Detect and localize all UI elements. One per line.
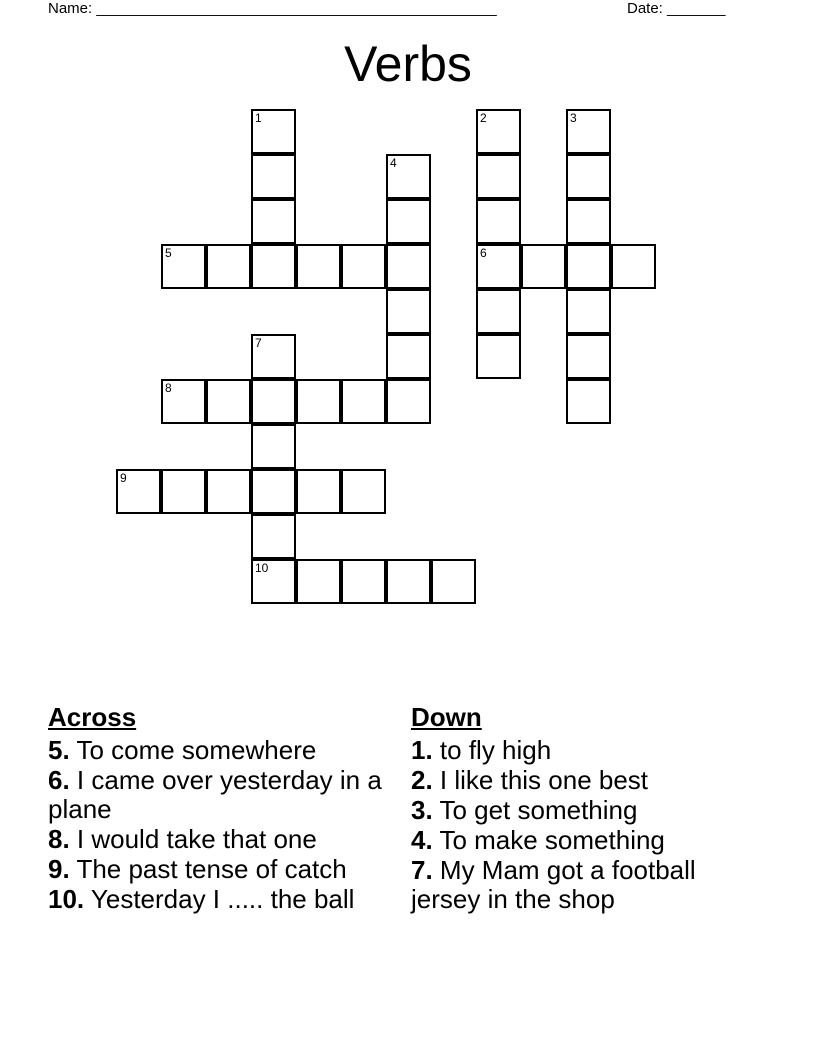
clue-number: 7. [411, 855, 433, 885]
clue-text: Yesterday I ..... the ball [84, 884, 355, 914]
clue-number-label: 9 [120, 471, 127, 485]
clue-number: 4. [411, 825, 433, 855]
grid-cell[interactable] [476, 199, 521, 244]
down-clues [411, 702, 756, 915]
clue-item [411, 766, 756, 795]
grid-cell[interactable] [251, 109, 296, 154]
grid-cell[interactable] [341, 559, 386, 604]
grid-cell[interactable] [386, 199, 431, 244]
grid-cell[interactable] [161, 379, 206, 424]
clue-number-label: 5 [165, 246, 172, 260]
grid-cell[interactable] [476, 109, 521, 154]
grid-cell[interactable] [431, 559, 476, 604]
clue-number-label: 4 [390, 156, 397, 170]
clue-text: to fly high [432, 735, 552, 765]
grid-cell[interactable] [476, 334, 521, 379]
clue-number: 3. [411, 795, 433, 825]
clue-item [48, 736, 393, 765]
clue-text: My Mam got a football jersey in the shop [411, 855, 696, 914]
clue-number-label: 1 [255, 111, 262, 125]
grid-cell[interactable] [566, 109, 611, 154]
grid-cell[interactable] [251, 334, 296, 379]
grid-cell[interactable] [251, 199, 296, 244]
grid-cell[interactable] [341, 244, 386, 289]
grid-cell[interactable] [386, 154, 431, 199]
clue-number: 10. [48, 884, 85, 914]
grid-cell[interactable] [251, 424, 296, 469]
clue-text: I came over yesterday in a plane [48, 765, 382, 824]
grid-cell[interactable] [296, 379, 341, 424]
grid-cell[interactable] [116, 469, 161, 514]
clue-number-label: 8 [165, 381, 172, 395]
grid-cell[interactable] [206, 379, 251, 424]
clue-number: 9. [48, 854, 70, 884]
clue-number: 5. [48, 735, 70, 765]
clue-item [48, 885, 393, 914]
grid-cell[interactable] [386, 559, 431, 604]
clue-text: To make something [432, 825, 665, 855]
clue-number-label: 7 [255, 336, 262, 350]
clue-number-label: 2 [480, 111, 487, 125]
grid-cell[interactable] [251, 379, 296, 424]
grid-cell[interactable] [476, 289, 521, 334]
grid-cell[interactable] [566, 199, 611, 244]
grid-cell[interactable] [566, 334, 611, 379]
clue-number: 8. [48, 824, 70, 854]
clue-number: 1. [411, 735, 433, 765]
grid-cell[interactable] [341, 469, 386, 514]
grid-cell[interactable] [251, 469, 296, 514]
clue-item [411, 736, 756, 765]
clue-item [411, 856, 756, 914]
grid-cell[interactable] [251, 244, 296, 289]
grid-cell[interactable] [566, 379, 611, 424]
grid-cell[interactable] [341, 379, 386, 424]
grid-cell[interactable] [386, 334, 431, 379]
grid-cell[interactable] [296, 559, 341, 604]
grid-cell[interactable] [566, 244, 611, 289]
clue-text: To come somewhere [69, 735, 317, 765]
grid-cell[interactable] [161, 469, 206, 514]
grid-cell[interactable] [386, 244, 431, 289]
page-title: Verbs [344, 36, 472, 92]
grid-cell[interactable] [206, 469, 251, 514]
name-field[interactable]: Name: ________________________________________________ [48, 0, 497, 17]
clue-number-label: 6 [480, 246, 487, 260]
grid-cell[interactable] [476, 154, 521, 199]
grid-cell[interactable] [476, 244, 521, 289]
across-clue-list [48, 736, 393, 914]
clue-item [411, 796, 756, 825]
grid-cell[interactable] [296, 469, 341, 514]
date-field[interactable]: Date: _______ [627, 0, 726, 17]
grid-cell[interactable] [611, 244, 656, 289]
clue-text: The past tense of catch [69, 854, 347, 884]
clue-number-label: 3 [570, 111, 577, 125]
clue-number-label: 10 [255, 561, 269, 575]
clue-text: To get something [432, 795, 638, 825]
clue-item [411, 826, 756, 855]
clue-item [48, 825, 393, 854]
down-heading: Down [411, 702, 482, 732]
grid-cell[interactable] [251, 154, 296, 199]
grid-cell[interactable] [566, 154, 611, 199]
clue-item [48, 855, 393, 884]
clue-item [48, 766, 393, 824]
grid-cell[interactable] [296, 244, 341, 289]
grid-cell[interactable] [251, 514, 296, 559]
grid-cell[interactable] [386, 379, 431, 424]
clue-number: 6. [48, 765, 70, 795]
grid-cell[interactable] [386, 289, 431, 334]
across-heading: Across [48, 702, 137, 732]
across-clues [48, 702, 393, 915]
down-clue-list [411, 736, 756, 914]
grid-cell[interactable] [251, 559, 296, 604]
grid-cell[interactable] [161, 244, 206, 289]
grid-cell[interactable] [566, 289, 611, 334]
clue-text: I like this one best [432, 765, 649, 795]
grid-cell[interactable] [206, 244, 251, 289]
grid-cell[interactable] [521, 244, 566, 289]
clue-text: I would take that one [69, 824, 317, 854]
clue-number: 2. [411, 765, 433, 795]
